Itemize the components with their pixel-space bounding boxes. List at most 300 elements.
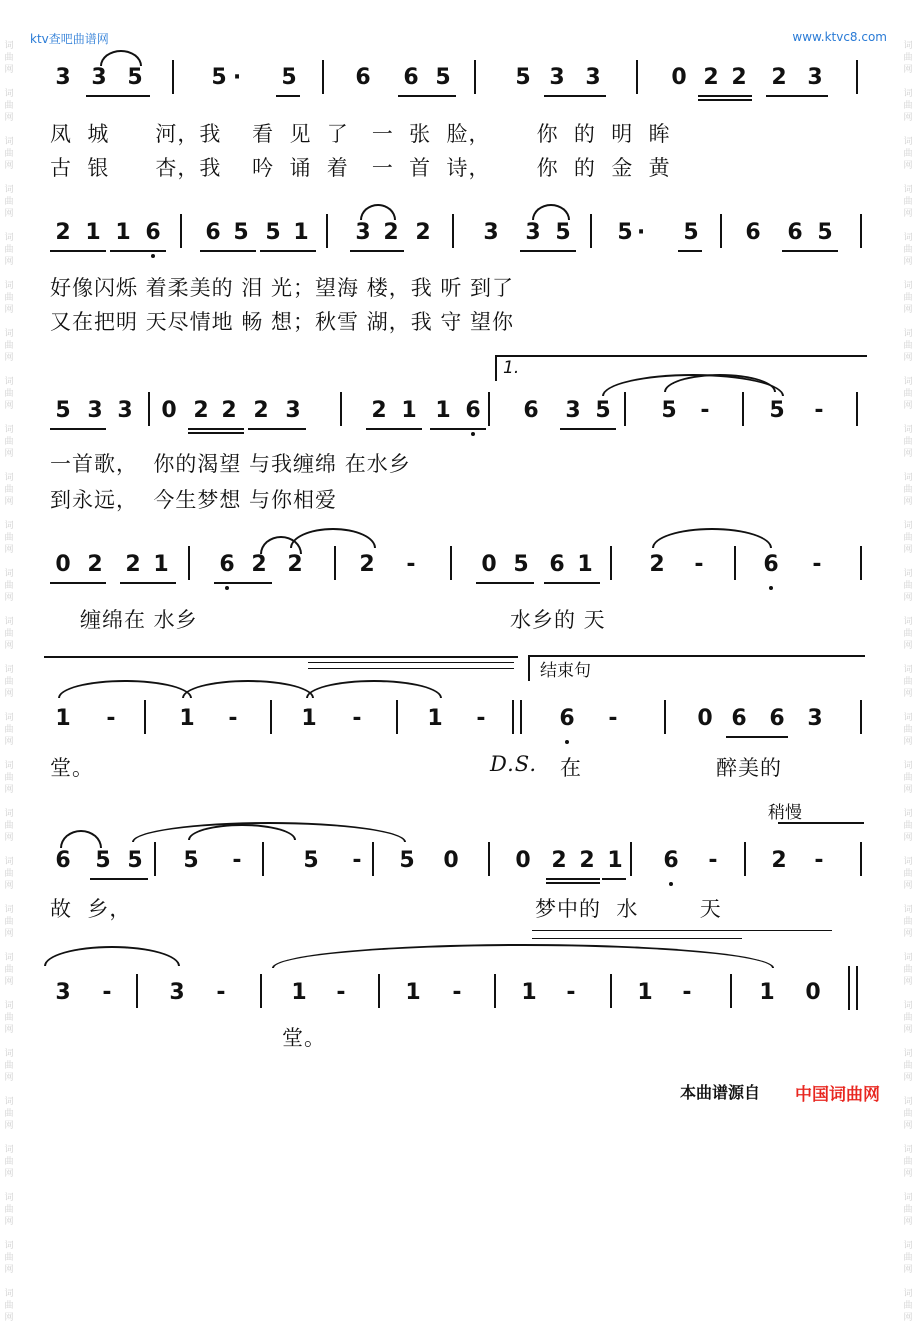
note: 1 [55,706,71,731]
note: 2 [251,552,267,577]
note: 3 [87,398,103,423]
footer-site: 中国词曲网 [795,1085,880,1105]
underline [602,878,626,880]
note: 5 [817,220,833,245]
side-watermark-char: 网 [4,785,14,795]
note: 5 [183,848,199,873]
barline [734,546,736,580]
barline [610,546,612,580]
barline [848,966,850,1010]
side-watermark-char: 词 [4,1097,14,1107]
lyric-r5a: 堂。 [50,756,94,780]
note: 5 [683,220,699,245]
side-watermark-char: 词 [903,857,913,867]
barline [334,546,336,580]
lyric-char: 古 银 杏，我 吟 诵 着 一 首 诗， 你 的 金 黄 [50,156,671,180]
note: 6 [219,552,235,577]
side-gap [2,1228,16,1240]
note: 1 [521,980,537,1005]
side-gap [901,940,915,952]
note: 1 [301,706,317,731]
note: 6 [55,848,71,873]
side-watermark-char: 网 [903,449,913,459]
side-watermark-char: 曲 [4,53,14,63]
side-watermark-char: 网 [4,449,14,459]
hairpin-line [308,662,514,663]
side-watermark-char: 词 [4,1289,14,1299]
side-watermark-char: 网 [4,305,14,315]
note: 3 [585,65,601,90]
note: 2 [703,65,719,90]
note: - [812,552,822,577]
side-watermark-char: 曲 [4,341,14,351]
note: 5 [95,848,111,873]
note: 5 [127,65,143,90]
underline [276,95,300,97]
side-watermark-char: 曲 [903,245,913,255]
note: 0 [671,65,687,90]
ds-mark: D.S. [490,752,538,776]
side-watermark-char: 词 [903,1001,913,1011]
underline [214,582,272,584]
side-watermark-char: 曲 [903,581,913,591]
note: - [352,848,362,873]
barline [730,974,732,1008]
barline [860,214,862,248]
barline [520,700,522,734]
side-gap [901,652,915,664]
lyric-r7: 堂。 [282,1026,326,1050]
side-watermark-char: 词 [4,713,14,723]
side-watermark-char: 词 [4,1049,14,1059]
side-watermark-char: 词 [4,185,14,195]
lyric-r5b: 在 [560,756,582,780]
barline [636,60,638,94]
side-watermark-char: 词 [903,377,913,387]
note: 1 [179,706,195,731]
note: 5 [399,848,415,873]
side-watermark-char: 曲 [4,485,14,495]
lyric-char: 凤 城 河，我 看 见 了 一 张 脸， 你 的 明 眸 [50,122,671,146]
side-watermark-char: 网 [903,257,913,267]
side-watermark-char: 词 [4,809,14,819]
tie-slur [100,50,142,66]
side-watermark-char: 曲 [903,1205,913,1215]
note: 2 [731,65,747,90]
side-gap [2,844,16,856]
side-watermark-char: 曲 [903,389,913,399]
side-gap [901,1324,915,1336]
volta-1-label: 1. [503,358,520,378]
barline [372,842,374,876]
note: 5 [595,398,611,423]
side-gap [2,268,16,280]
side-watermark-char: 词 [903,1097,913,1107]
side-watermark-char: 曲 [903,1109,913,1119]
note: 0 [481,552,497,577]
underline [544,582,600,584]
note: 3 [807,706,823,731]
side-gap [901,1132,915,1144]
note: 3 [285,398,301,423]
note: - [352,706,362,731]
note: 0 [55,552,71,577]
underline [188,432,244,434]
barline [590,214,592,248]
note: 2 [87,552,103,577]
underline [350,250,404,252]
note: 5 [303,848,319,873]
note: 2 [771,65,787,90]
side-watermark-char: 网 [903,737,913,747]
note: 0 [805,980,821,1005]
side-gap [2,988,16,1000]
note: 3 [117,398,133,423]
side-watermark-char: 曲 [4,149,14,159]
side-watermark-char: 词 [903,617,913,627]
note: - [708,848,718,873]
underline [698,99,752,101]
slow-label: 稍慢 [768,803,802,823]
note: 6 [355,65,371,90]
note: 3 [55,980,71,1005]
note: - [814,848,824,873]
side-watermark-char: 词 [903,569,913,579]
lyric-r6a: 故 乡， [50,897,132,921]
note: 6 [663,848,679,873]
side-gap [2,460,16,472]
octave-dot [565,740,569,744]
side-watermark-char: 曲 [4,773,14,783]
note: - [694,552,704,577]
barline [154,842,156,876]
note: 5 [769,398,785,423]
side-watermark-char: 网 [903,401,913,411]
underline [260,250,316,252]
tie-slur [532,204,570,220]
note: 2 [579,848,595,873]
side-watermark-char: 词 [4,905,14,915]
note: 2 [253,398,269,423]
lyric-r4: 缠绵在 水乡 [80,608,198,632]
barline [744,842,746,876]
note: 2 [771,848,787,873]
side-watermark-char: 词 [903,281,913,291]
note: 1 [405,980,421,1005]
barline [450,546,452,580]
side-watermark-char: 曲 [903,485,913,495]
barline [610,974,612,1008]
barline [340,392,342,426]
underline [50,582,106,584]
note: 2 [383,220,399,245]
side-gap [901,604,915,616]
barline [474,60,476,94]
side-watermark-char: 曲 [903,293,913,303]
underline [546,882,600,884]
side-gap [901,1228,915,1240]
side-watermark-char: 曲 [903,629,913,639]
hairpin-line [308,668,514,669]
side-watermark-char: 词 [4,521,14,531]
side-watermark-char: 词 [903,761,913,771]
side-watermark-char: 网 [4,401,14,411]
side-watermark-char: 词 [4,569,14,579]
side-gap [2,700,16,712]
side-watermark-char: 曲 [903,1253,913,1263]
side-gap [901,700,915,712]
note: 5 [555,220,571,245]
side-watermark-char: 网 [903,161,913,171]
octave-dot [471,432,475,436]
hairpin-line [532,938,742,939]
side-gap [2,940,16,952]
side-gap [2,604,16,616]
barline [136,974,138,1008]
side-watermark-char: 网 [903,593,913,603]
note: 2 [551,848,567,873]
note: 2 [371,398,387,423]
side-watermark-char: 词 [4,1193,14,1203]
side-gap [901,364,915,376]
barline [860,700,862,734]
underline [430,428,486,430]
note: 6 [465,398,481,423]
side-watermark-char: 网 [903,929,913,939]
underline [766,95,828,97]
side-watermark-char: 曲 [903,965,913,975]
side-watermark-char: 词 [903,233,913,243]
barline [326,214,328,248]
side-watermark-char: 网 [4,113,14,123]
side-watermark-char: 词 [4,665,14,675]
side-gap [2,220,16,232]
side-gap [901,124,915,136]
note: 2 [287,552,303,577]
note: 6 [145,220,161,245]
side-watermark-char: 曲 [4,197,14,207]
tie-slur [44,946,180,966]
side-gap [901,172,915,184]
barline [172,60,174,94]
side-gap [901,268,915,280]
side-watermark-char: 网 [4,1217,14,1227]
barline [856,60,858,94]
underline [782,250,838,252]
side-watermark-right [901,40,915,1336]
side-watermark-char: 曲 [4,725,14,735]
lyric-r5c: 醉美的 [716,756,782,780]
side-watermark-char: 词 [4,329,14,339]
note: 0 [161,398,177,423]
side-gap [901,748,915,760]
note: 1 [607,848,623,873]
note: 1 [115,220,131,245]
side-watermark-char: 网 [4,1265,14,1275]
side-watermark-char: 网 [903,1073,913,1083]
note: 5 [617,220,633,245]
note: · [232,65,242,90]
side-watermark-char: 词 [903,185,913,195]
side-gap [2,172,16,184]
side-watermark-char: 网 [4,209,14,219]
underline [188,428,244,430]
side-gap [2,508,16,520]
side-watermark-char: 词 [903,713,913,723]
underline [560,428,616,430]
side-watermark-char: 网 [4,977,14,987]
side-watermark-char: 曲 [903,677,913,687]
side-gap [901,460,915,472]
lyric-r3b: 到永远， 今生梦想 与你相爱 [50,488,338,512]
side-watermark-char: 曲 [903,773,913,783]
side-watermark-char: 词 [4,137,14,147]
side-watermark-char: 词 [4,761,14,771]
side-watermark-char: 词 [903,425,913,435]
barline [860,842,862,876]
side-watermark-char: 网 [4,65,14,75]
side-gap [2,796,16,808]
side-gap [901,1084,915,1096]
barline [260,974,262,1008]
tie-slur [306,680,442,698]
barline [144,700,146,734]
note: 5 [281,65,297,90]
side-watermark-char: 词 [903,905,913,915]
side-watermark-char: 网 [4,497,14,507]
underline [544,95,606,97]
side-watermark-char: 词 [903,1193,913,1203]
side-watermark-char: 曲 [903,869,913,879]
barline [856,392,858,426]
note: 3 [549,65,565,90]
note: 6 [731,706,747,731]
side-watermark-char: 网 [4,1121,14,1131]
side-watermark-char: 曲 [4,917,14,927]
barline [488,392,490,426]
side-watermark-char: 词 [903,1289,913,1299]
note: - [452,980,462,1005]
side-watermark-char: 词 [903,41,913,51]
side-gap [2,1036,16,1048]
side-watermark-char: 网 [4,929,14,939]
side-gap [2,364,16,376]
note: 1 [759,980,775,1005]
side-watermark-char: 网 [903,1121,913,1131]
underline [200,250,256,252]
side-watermark-char: 网 [4,545,14,555]
side-watermark-char: 网 [903,1313,913,1323]
note: 3 [55,65,71,90]
side-gap [2,124,16,136]
note: 2 [55,220,71,245]
side-watermark-char: 词 [903,1241,913,1251]
watermark-left: ktv查吧曲谱网 [30,32,109,46]
barline [860,546,862,580]
underline [698,95,752,97]
side-watermark-char: 网 [903,1217,913,1227]
barline [720,214,722,248]
note: - [102,980,112,1005]
note: 2 [649,552,665,577]
side-watermark-char: 网 [903,689,913,699]
side-watermark-char: 词 [903,473,913,483]
side-watermark-char: 词 [4,857,14,867]
side-watermark-char: 网 [903,641,913,651]
note: 1 [293,220,309,245]
side-watermark-char: 曲 [903,197,913,207]
side-watermark-char: 网 [903,305,913,315]
note: 5 [661,398,677,423]
side-watermark-char: 词 [903,521,913,531]
side-gap [2,316,16,328]
side-watermark-char: 曲 [4,389,14,399]
side-gap [2,892,16,904]
side-watermark-char: 网 [4,737,14,747]
note: 5 [515,65,531,90]
side-watermark-char: 曲 [4,1061,14,1071]
side-watermark-char: 网 [903,1169,913,1179]
underline [476,582,534,584]
note: - [814,398,824,423]
side-watermark-char: 词 [4,1001,14,1011]
side-watermark-char: 词 [903,953,913,963]
side-watermark-char: 网 [4,641,14,651]
note: 1 [401,398,417,423]
lyric-r4b: 水乡的 天 [510,608,606,632]
note: 3 [355,220,371,245]
note: 1 [291,980,307,1005]
note: 6 [745,220,761,245]
note: 6 [763,552,779,577]
side-watermark-char: 曲 [903,1061,913,1071]
side-watermark-char: 网 [903,353,913,363]
side-watermark-char: 网 [903,1265,913,1275]
side-gap [901,508,915,520]
side-watermark-char: 词 [4,473,14,483]
side-watermark-char: 网 [903,785,913,795]
tie-slur [60,830,102,848]
side-watermark-char: 曲 [4,1157,14,1167]
octave-dot [151,254,155,258]
side-watermark-char: 曲 [4,245,14,255]
note: 1 [427,706,443,731]
side-watermark-char: 网 [903,833,913,843]
note: 5 [127,848,143,873]
underline [366,428,422,430]
barline [378,974,380,1008]
note: 2 [221,398,237,423]
side-watermark-char: 词 [4,1241,14,1251]
barline [856,966,858,1010]
note: 6 [403,65,419,90]
note: - [336,980,346,1005]
underline [120,582,176,584]
lyric-r6b: 梦中的 水 天 [535,897,722,921]
barline [742,392,744,426]
side-watermark-char: 词 [4,41,14,51]
note: 5 [513,552,529,577]
side-gap [2,556,16,568]
side-watermark-char: 词 [903,89,913,99]
note: 6 [549,552,565,577]
note: - [228,706,238,731]
side-watermark-char: 曲 [4,629,14,639]
side-watermark-char: 网 [903,545,913,555]
barline [494,974,496,1008]
side-watermark-char: 网 [903,209,913,219]
side-watermark-char: 词 [4,281,14,291]
